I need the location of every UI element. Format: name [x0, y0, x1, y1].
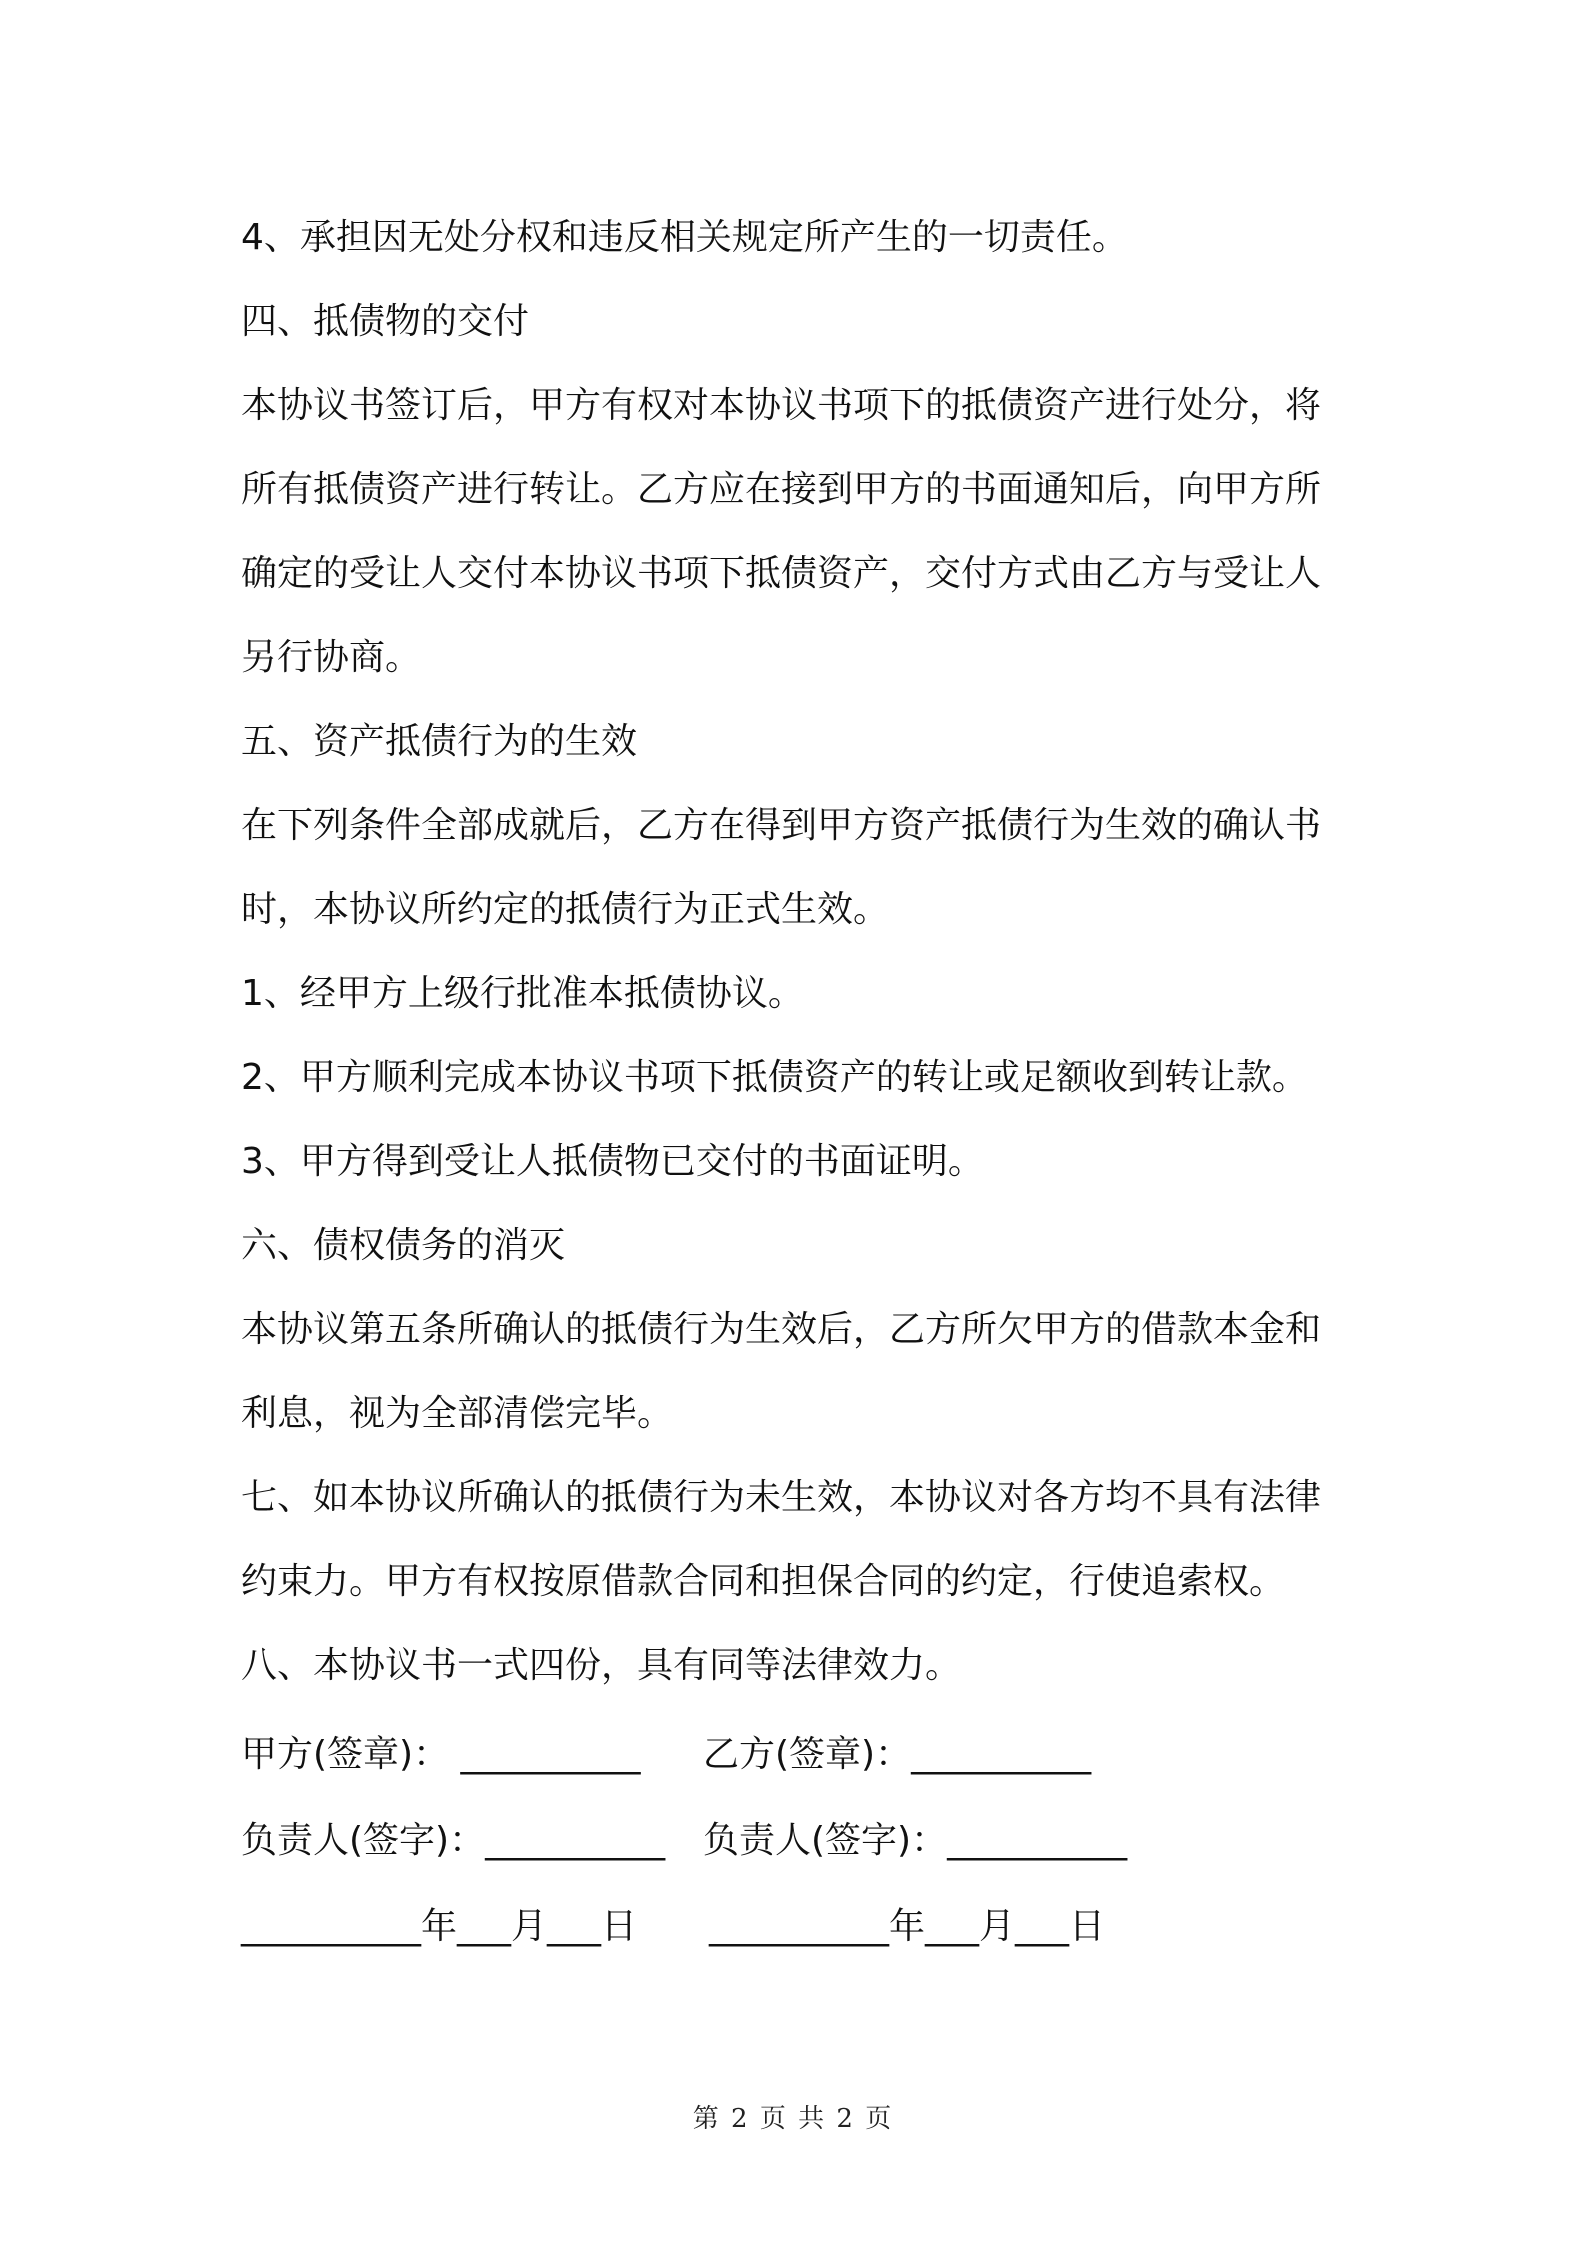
party-a-rep-field: 负责人(签字)：__________ — [241, 1820, 666, 1861]
document-body — [241, 196, 1361, 1970]
party-a-seal-field: 甲方(签章)： __________ — [241, 1734, 641, 1775]
paragraph-line: 七、如本协议所确认的抵债行为未生效，本协议对各方均不具有法律 — [241, 1477, 1322, 1518]
signature-block — [241, 1712, 1361, 1970]
party-b-seal-field: 乙方(签章)：__________ — [703, 1734, 1092, 1775]
paragraph-line: 本协议第五条所确认的抵债行为生效后，乙方所欠甲方的借款本金和 — [241, 1309, 1322, 1350]
section-heading: 六、债权债务的消灭 — [241, 1225, 566, 1266]
party-b-rep-field: 负责人(签字)：__________ — [703, 1820, 1128, 1861]
signature-row-date — [241, 1884, 1361, 1970]
paragraph-line: 确定的受让人交付本协议书项下抵债资产，交付方式由乙方与受让人 — [241, 553, 1322, 594]
signature-row-seal — [241, 1712, 1361, 1798]
paragraph-line: 利息，视为全部清偿完毕。 — [241, 1393, 674, 1434]
paragraph-line: 八、本协议书一式四份，具有同等法律效力。 — [241, 1645, 962, 1686]
clause-line: 4、承担因无处分权和违反相关规定所产生的一切责任。 — [241, 217, 1128, 258]
paragraph-line: 在下列条件全部成就后，乙方在得到甲方资产抵债行为生效的确认书 — [241, 805, 1322, 846]
page-number-footer: 第 2 页 共 2 页 — [692, 2104, 894, 2134]
paragraph-line: 所有抵债资产进行转让。乙方应在接到甲方的书面通知后，向甲方所 — [241, 469, 1322, 510]
clause-line: 1、经甲方上级行批准本抵债协议。 — [241, 973, 804, 1014]
section-heading: 五、资产抵债行为的生效 — [241, 721, 638, 762]
paragraph-line: 约束力。甲方有权按原借款合同和担保合同的约定，行使追索权。 — [241, 1561, 1286, 1602]
clause-line: 3、甲方得到受让人抵债物已交付的书面证明。 — [241, 1141, 984, 1182]
paragraph-line: 本协议书签订后，甲方有权对本协议书项下的抵债资产进行处分，将 — [241, 385, 1322, 426]
paragraph-line: 另行协商。 — [241, 637, 422, 678]
section-heading: 四、抵债物的交付 — [241, 301, 530, 342]
signature-row-rep — [241, 1798, 1361, 1884]
clause-line: 2、甲方顺利完成本协议书项下抵债资产的转让或足额收到转让款。 — [241, 1057, 1308, 1098]
party-a-date-field: __________年___月___日 — [241, 1906, 637, 1947]
paragraph-line: 时，本协议所约定的抵债行为正式生效。 — [241, 889, 890, 930]
party-b-date-field: __________年___月___日 — [709, 1906, 1105, 1947]
